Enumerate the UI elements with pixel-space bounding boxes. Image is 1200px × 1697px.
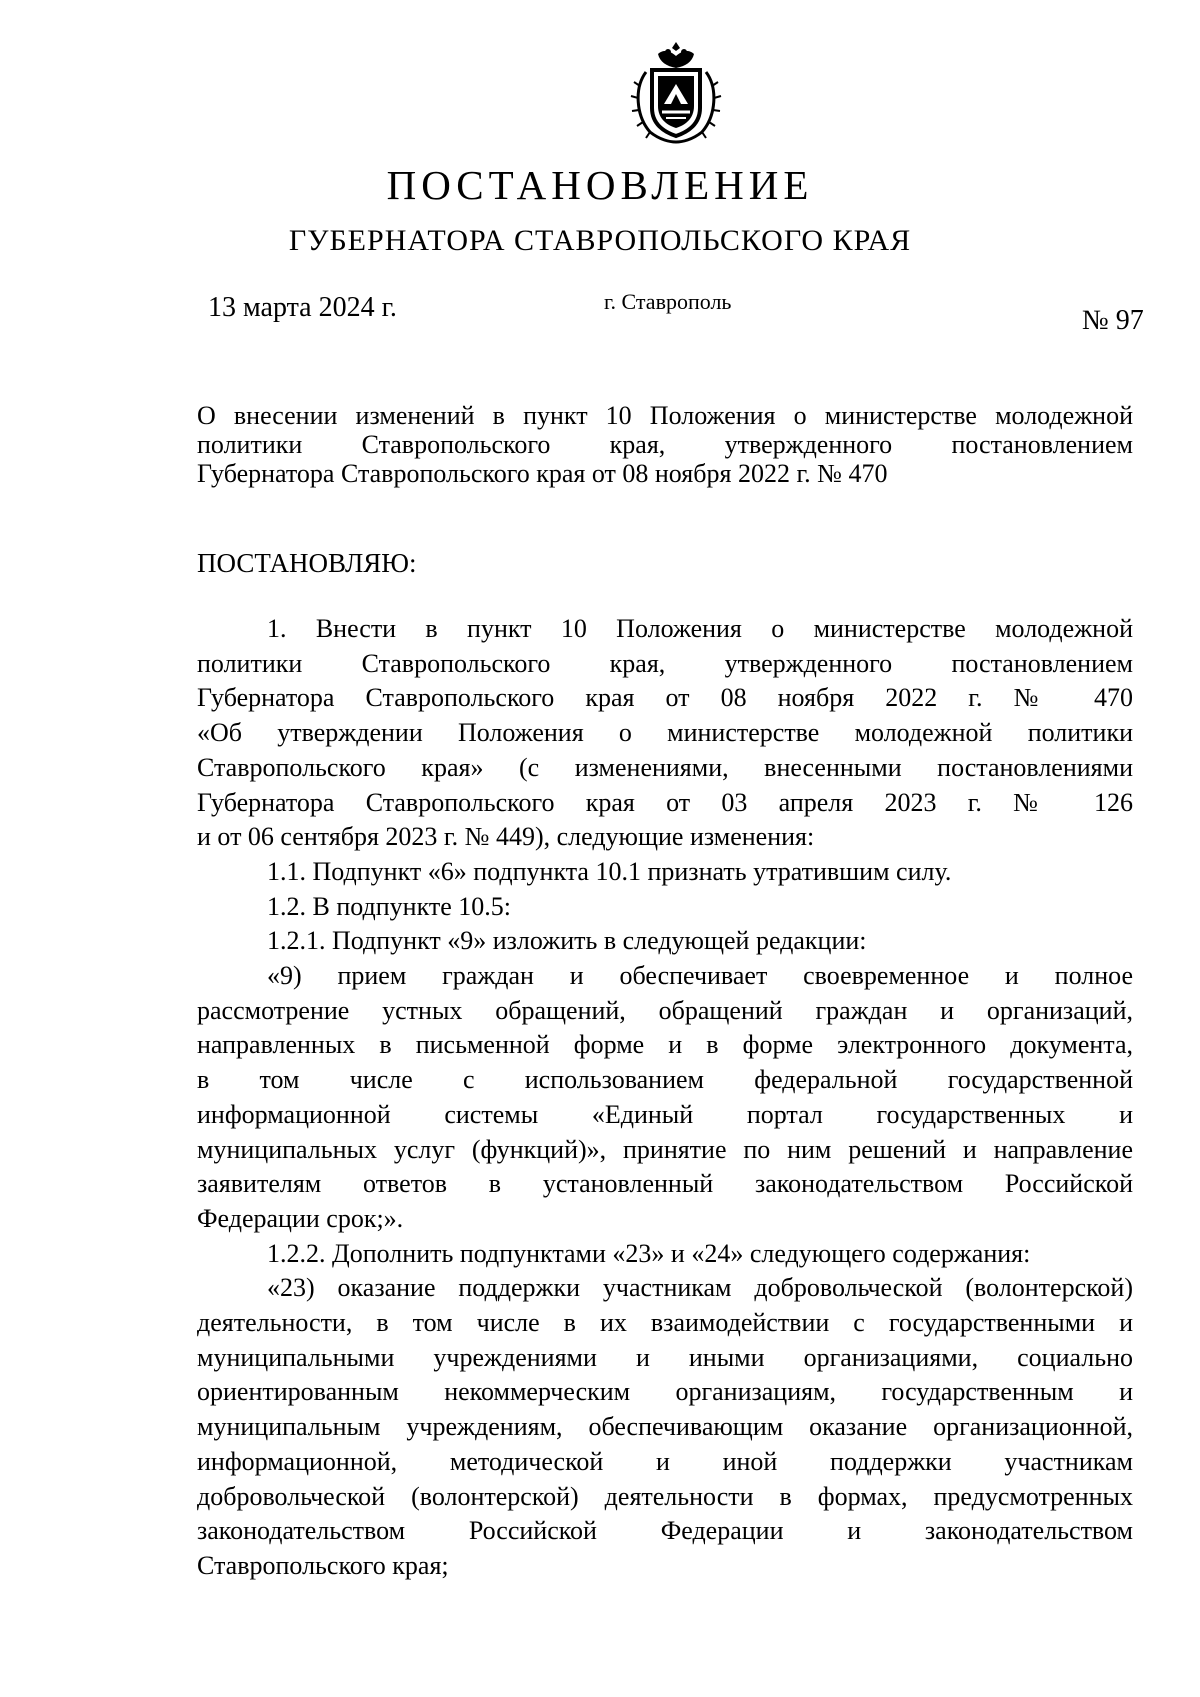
body-line: муниципальных услуг (функций)», принятие по ним решений и направление <box>197 1134 1133 1164</box>
body-line: Губернатора Ставропольского края от 03 апреля 2023 г. № 126 <box>197 787 1133 817</box>
body-line: политики Ставропольского края, утвержденного постановлением <box>197 648 1133 678</box>
body-line: муниципальным учреждениям, обеспечивающим оказание организационной, <box>197 1412 1133 1442</box>
heading-line: О внесении изменений в пункт 10 Положения о министерстве молодежной <box>197 401 1133 430</box>
body-line: Ставропольского края; <box>197 1550 449 1580</box>
document-city: г. Ставрополь <box>604 289 732 314</box>
body-line: Федерации срок;». <box>197 1203 404 1233</box>
body-line: рассмотрение устных обращений, обращений граждан и организаций, <box>197 995 1133 1025</box>
body-line: 1.2. В подпункте 10.5: <box>267 891 511 921</box>
body-line: направленных в письменной форме и в форме электронного документа, <box>197 1030 1133 1060</box>
coat-of-arms-icon <box>628 38 724 146</box>
heading-line: политики Ставропольского края, утвержденного постановлением <box>197 430 1133 459</box>
body-line: Ставропольского края» (с изменениями, внесенными постановлениями <box>197 752 1133 782</box>
body-line: «23) оказание поддержки участникам добровольческой (волонтерской) <box>267 1273 1133 1303</box>
body-line: деятельности, в том числе в их взаимодействии с государственными и <box>197 1308 1133 1338</box>
body-line: 1.1. Подпункт «6» подпункта 10.1 признать утратившим силу. <box>267 856 952 886</box>
body-line: законодательством Российской Федерации и законодательством <box>197 1516 1133 1546</box>
body-line: 1.2.1. Подпункт «9» изложить в следующей редакции: <box>267 926 867 956</box>
body-line: заявителям ответов в установленный законодательством Российской <box>197 1169 1133 1199</box>
document-heading <box>197 401 1133 488</box>
document-number: № 97 <box>1082 305 1144 336</box>
body-line: «Об утверждении Положения о министерстве молодежной политики <box>197 718 1133 748</box>
body-line: в том числе с использованием федеральной государственной <box>197 1065 1133 1095</box>
body-line: добровольческой (волонтерской) деятельности в формах, предусмотренных <box>197 1481 1133 1511</box>
body-line: информационной, методической и иной поддержки участникам <box>197 1446 1133 1476</box>
document-body <box>197 612 1133 1584</box>
heading-line: Губернатора Ставропольского края от 08 ноября 2022 г. № 470 <box>197 459 888 488</box>
body-line: ориентированным некоммерческим организациям, государственным и <box>197 1377 1133 1407</box>
body-line: «9) прием граждан и обеспечивает своевременное и полное <box>267 961 1133 991</box>
decree-label: ПОСТАНОВЛЯЮ: <box>197 548 417 578</box>
issuer-title: ГУБЕРНАТОРА СТАВРОПОЛЬСКОГО КРАЯ <box>288 224 912 257</box>
document-type-title: ПОСТАНОВЛЕНИЕ <box>386 162 814 208</box>
document-date: 13 марта 2024 г. <box>208 292 397 323</box>
body-line: муниципальными учреждениями и иными организациями, социально <box>197 1342 1133 1372</box>
body-line: Губернатора Ставропольского края от 08 ноября 2022 г. № 470 <box>197 683 1133 713</box>
body-line: 1. Внести в пункт 10 Положения о министерстве молодежной <box>267 614 1133 643</box>
body-line: и от 06 сентября 2023 г. № 449), следующие изменения: <box>197 822 815 852</box>
body-line: информационной системы «Единый портал государственных и <box>197 1099 1133 1129</box>
body-line: 1.2.2. Дополнить подпунктами «23» и «24» следующего содержания: <box>267 1238 1031 1268</box>
